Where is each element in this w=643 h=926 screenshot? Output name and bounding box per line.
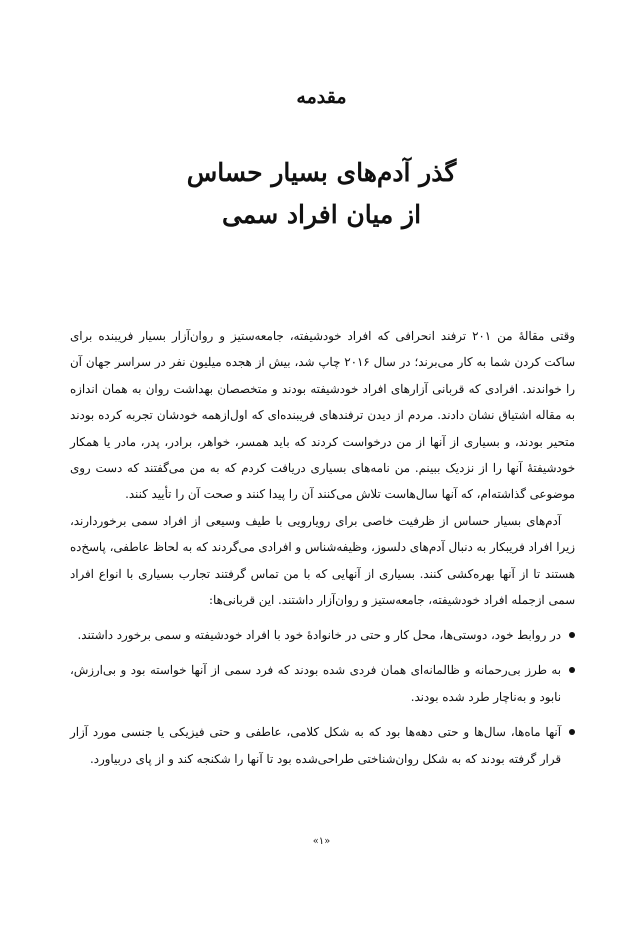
bullet-text: آنها ماه‌ها، سال‌ها و حتی دهه‌ها بود که به شکل کلامی، عاطفی و حتی فیزیکی یا جنسی مورد آزار قرار گرفته بودند که به شکل روان‌شناختی طراحی‌شده بود تا آنها را شکنجه کند و از پای دربیاورد. [70, 725, 561, 766]
body-text [70, 323, 575, 613]
paragraph: وقتی مقالهٔ من ۲۰۱ ترفند انحرافی که افراد خودشیفته، جامعه‌ستیز و روان‌آزار بسیار فریبنده برای ساکت کردن شما به کار می‌برند؛ در سال ۲۰۱۶ چاپ شد، بیش از هجده میلیون نفر در سراسر جهان آن را خواندند. افرادی که قربانی آزارهای افراد خودشیفته بودند و متخصصان بهداشت روان به همان اندازه به مقاله اشتیاق نشان دادند. مردم از دیدن ترفندهای فریبنده‌ای که اول‌ازهمه خودشان تجربه کرده بودند متحیر بودند، و بسیاری از آنها از من درخواست کردند که باید همسر، خواهر، برادر، پدر، مادر یا همکار خودشیفتهٔ آنها را از نزدیک ببینم. من نامه‌های بسیاری دریافت کردم که به من می‌گفتند که دست روی موضوعی گذاشته‌ام، که آنها سال‌هاست تلاش می‌کنند آن را پیدا کنند و صحت آن را تأیید کنند. [70, 329, 576, 502]
bullet-dot-icon [569, 632, 575, 638]
bullet-text: در روابط خود، دوستی‌ها، محل کار و حتی در خانوادهٔ خود با افراد خودشیفته و سمی برخورد داشتند. [77, 628, 561, 642]
chapter-title-line-2: از میان افراد سمی [221, 200, 422, 229]
page-number: «۱» [312, 836, 331, 847]
bullet-dot-icon [569, 729, 575, 735]
bullet-item [70, 719, 575, 772]
section-label: مقدمه [296, 86, 347, 108]
paragraph: آدم‌های بسیار حساس از ظرفیت خاصی برای رویارویی با طیف وسیعی از افراد سمی برخوردارند، زیرا افراد فریبکار به دنبال آدم‌های دلسوز، وظیفه‌شناس و افرادی می‌گردند که به لحاظ عاطفی، پاسخ‌ده هستند تا از آنها بهره‌کشی کنند. بسیاری از آنهایی که با من تماس گرفتند تجارب بسیاری با انواع افراد سمی ازجمله افراد خودشیفته، جامعه‌ستیز و روان‌آزار داشتند. این قربانی‌ها: [70, 513, 575, 608]
bullet-item [70, 657, 575, 710]
bullet-list [70, 622, 575, 781]
bullet-item [70, 622, 575, 648]
bullet-dot-icon [569, 667, 575, 673]
chapter-title-line-1: گذر آدم‌های بسیار حساس [186, 158, 457, 187]
chapter-title [0, 152, 643, 236]
bullet-text: به طرز بی‌رحمانه و ظالمانه‌ای همان فردی شده بودند که فرد سمی از آنها خواسته بود و بی‌ارزش، نابود و به‌ناچار طرد شده بودند. [70, 663, 561, 704]
